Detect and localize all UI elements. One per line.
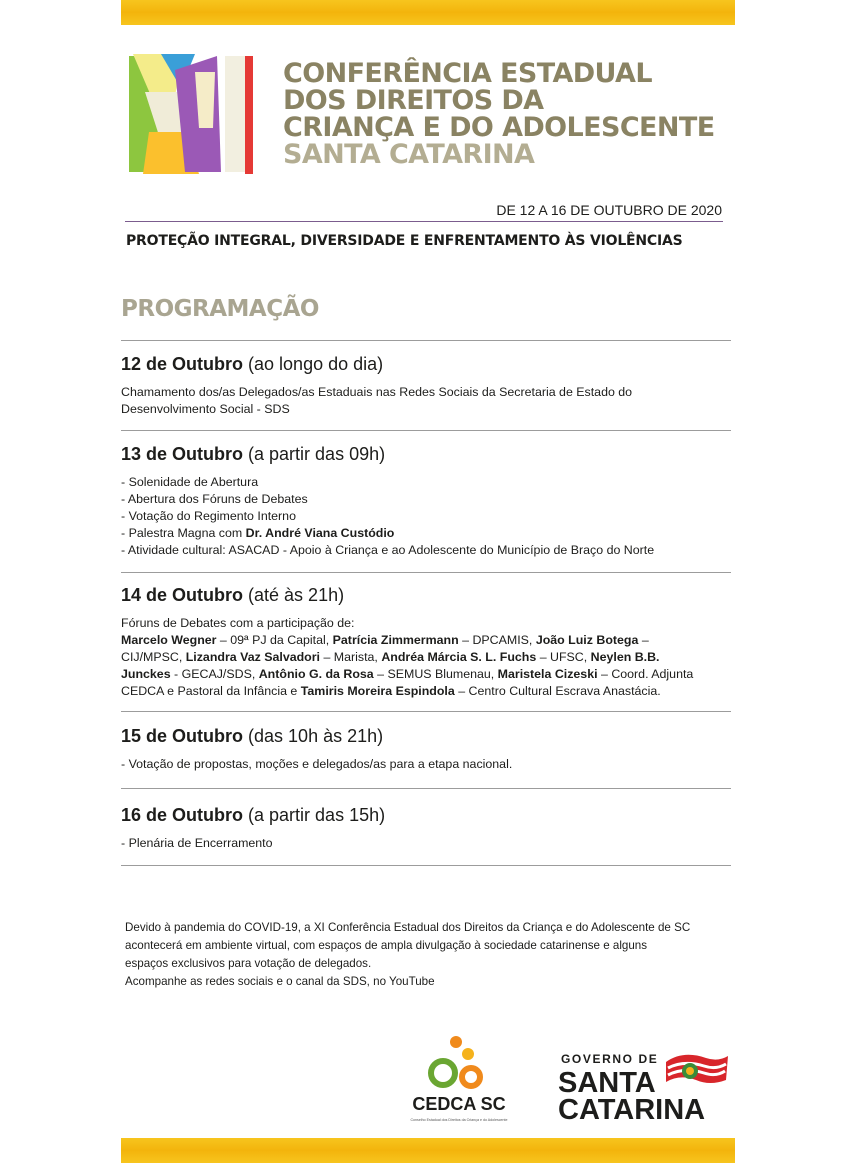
- day-block-12: [121, 353, 731, 418]
- title-line-1: CONFERÊNCIA ESTADUAL: [283, 58, 652, 89]
- day-date: 14 de Outubro: [121, 585, 244, 605]
- day-line: - Votação do Regimento Interno: [121, 509, 296, 523]
- participant-name: Marcelo Wegner: [121, 633, 217, 647]
- event-theme: PROTEÇÃO INTEGRAL, DIVERSIDADE E ENFRENTAMENTO ÀS VIOLÊNCIAS: [126, 233, 683, 249]
- participants-line: [121, 666, 731, 683]
- day-line: - Abertura dos Fóruns de Debates: [121, 492, 308, 506]
- cedca-subtitle: Conselho Estadual dos Direitos da Criança e do Adolescente: [410, 1118, 508, 1122]
- participant-name: Neylen B.B.: [590, 650, 660, 664]
- participant-org: – Coord. Adjunta: [597, 667, 694, 681]
- participant-org: – UFSC,: [536, 650, 591, 664]
- day-time: (a partir das 15h): [248, 805, 386, 825]
- day-date: 15 de Outubro: [121, 726, 244, 746]
- day-heading: [121, 804, 731, 826]
- day-date: 12 de Outubro: [121, 354, 244, 374]
- participant-org: CIJ/MPSC,: [121, 650, 186, 664]
- participant-name: Tamiris Moreira Espindola: [300, 684, 455, 698]
- day-block-13: [121, 443, 731, 559]
- day-heading: [121, 584, 731, 606]
- day-time: (das 10h às 21h): [248, 726, 384, 746]
- day-date: 16 de Outubro: [121, 805, 244, 825]
- xi-conference-logo: [125, 52, 257, 176]
- participant-name: João Luiz Botega: [535, 633, 639, 647]
- participant-org: CEDCA e Pastoral da Infância e: [121, 684, 301, 698]
- day-line: Chamamento dos/as Delegados/as Estaduais nas Redes Sociais da Secretaria de Estado do: [121, 385, 633, 399]
- gov-line-2: CATARINA: [558, 1094, 706, 1122]
- header-divider: [125, 221, 723, 222]
- day-line: - Votação de propostas, moções e delegados/as para a etapa nacional.: [121, 757, 513, 771]
- participant-name: Junckes: [121, 667, 171, 681]
- palestra-speaker: Dr. André Viana Custódio: [245, 526, 395, 540]
- divider: [121, 430, 731, 431]
- participant-org: – DPCAMIS,: [458, 633, 536, 647]
- participants-line: [121, 632, 731, 649]
- day-time: (ao longo do dia): [248, 354, 384, 374]
- day-line: - Atividade cultural: ASACAD - Apoio à Criança e ao Adolescente do Município de Braço do Norte: [121, 543, 655, 557]
- day-line: [121, 525, 731, 542]
- top-yellow-bar: [121, 0, 735, 25]
- note-line: Acompanhe as redes sociais e o canal da SDS, no YouTube: [125, 975, 435, 988]
- day-block-15: [121, 725, 731, 773]
- participant-org: –: [638, 633, 649, 647]
- title-subtitle: SANTA CATARINA: [283, 139, 535, 170]
- participants-line: [121, 649, 731, 666]
- pandemic-note: [125, 919, 737, 991]
- day-block-16: [121, 804, 731, 852]
- divider: [121, 865, 731, 866]
- participant-org: – SEMUS Blumenau,: [373, 667, 498, 681]
- day-line: - Solenidade de Abertura: [121, 475, 259, 489]
- bottom-yellow-bar: [121, 1138, 735, 1163]
- note-line: Devido à pandemia do COVID-19, a XI Conferência Estadual dos Direitos da Criança e do Adolescente de SC: [125, 921, 691, 934]
- day-heading: [121, 725, 731, 747]
- divider: [121, 572, 731, 573]
- divider: [121, 711, 731, 712]
- participant-name: Maristela Cizeski: [497, 667, 598, 681]
- participant-name: Lizandra Vaz Salvadori: [185, 650, 321, 664]
- participant-org: - GECAJ/SDS,: [170, 667, 259, 681]
- day-heading: [121, 353, 731, 375]
- participant-name: Andréa Márcia S. L. Fuchs: [381, 650, 537, 664]
- governo-santa-catarina-logo: [558, 1052, 733, 1122]
- day-line: Desenvolvimento Social - SDS: [121, 402, 290, 416]
- gov-small-label: GOVERNO DE: [561, 1052, 659, 1066]
- note-line: acontecerá em ambiente virtual, com espaços de ampla divulgação à sociedade catarinense e alguns: [125, 939, 648, 952]
- participant-org: – Centro Cultural Escrava Anastácia.: [454, 684, 661, 698]
- gov-line-1: SANTA: [558, 1067, 656, 1099]
- day-line: - Plenária de Encerramento: [121, 836, 273, 850]
- participants-line: [121, 683, 731, 700]
- participant-org: – Marista,: [320, 650, 382, 664]
- title-line-2: DOS DIREITOS DA: [283, 85, 544, 116]
- participant-org: – 09ª PJ da Capital,: [216, 633, 333, 647]
- participant-name: Antônio G. da Rosa: [258, 667, 374, 681]
- programacao-heading: PROGRAMAÇÃO: [121, 296, 319, 322]
- participant-name: Patrícia Zimmermann: [332, 633, 459, 647]
- cedca-sc-logo: [400, 1035, 518, 1125]
- day-heading: [121, 443, 731, 465]
- divider: [121, 788, 731, 789]
- divider: [121, 340, 731, 341]
- title-line-3: CRIANÇA E DO ADOLESCENTE: [283, 112, 715, 143]
- cedca-label: CEDCA SC: [412, 1094, 506, 1114]
- day-time: (a partir das 09h): [248, 444, 386, 464]
- day-block-14: [121, 584, 731, 700]
- day-time: (até às 21h): [248, 585, 345, 605]
- palestra-prefix: - Palestra Magna com: [121, 526, 246, 540]
- day-date: 13 de Outubro: [121, 444, 244, 464]
- day-line: Fóruns de Debates com a participação de:: [121, 616, 355, 630]
- event-dates: DE 12 A 16 DE OUTUBRO DE 2020: [496, 202, 722, 218]
- note-line: espaços exclusivos para votação de delegados.: [125, 957, 372, 970]
- conference-title: [283, 60, 715, 168]
